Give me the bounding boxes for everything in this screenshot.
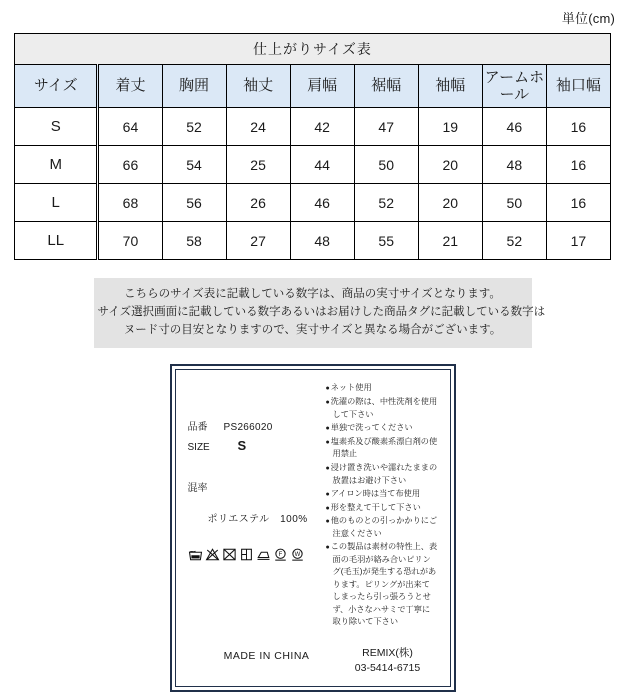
column-header-chest: 胸囲 [162,65,226,108]
column-header-sleeve-length: 袖丈 [226,65,290,108]
no-bleach-triangle-icon [205,547,220,562]
iron-low-icon [256,547,271,562]
unit-label: 単位(cm) [561,11,615,26]
size-note-box [94,278,546,348]
size-row [188,438,326,453]
note-line-3: ヌード寸の目安となりますので、実寸サイズと異なる場合がございます。 [123,323,502,336]
column-header-cuff-width: 袖口幅 [546,65,610,108]
cell-value: 20 [418,146,482,184]
table-title-row [15,34,611,65]
care-label [170,364,456,692]
table-row [15,108,611,146]
care-label-inner [175,369,451,687]
cell-value: 68 [98,184,162,222]
cell-value: 19 [418,108,482,146]
care-instruction-list [326,382,438,628]
care-symbol-row [188,547,326,562]
size-label: SIZE [187,442,210,454]
table-title: 仕上がりサイズ表 [15,34,611,65]
cell-value: 21 [418,222,482,260]
cell-size: S [15,108,98,146]
cell-value: 16 [546,108,610,146]
cell-value: 54 [162,146,226,184]
drip-dry-icon [239,547,254,562]
cell-value: 66 [98,146,162,184]
washtub-40-icon [188,547,203,562]
care-instruction-item: ● 洗濯の際は、中性洗剤を使用して下さい [326,396,438,421]
care-instruction-item: ● この製品は素材の特性上、表面の毛羽が絡み合いピリング(毛玉)が発生する恐れがあります。ピリングが出来てしまったら引っ張ろうとせず、小さなハサミで丁寧に取り除いて下さい [326,541,438,628]
cell-size: LL [15,222,98,260]
cell-value: 48 [290,222,354,260]
cell-value: 20 [418,184,482,222]
item-number-row [188,418,326,433]
cell-value: 47 [354,108,418,146]
company-info [342,646,434,676]
column-header-shoulder: 肩幅 [290,65,354,108]
care-instruction-item: ● アイロン時は当て布使用 [326,488,438,501]
column-header-armhole: アームホール [482,65,546,108]
column-header-size: サイズ [15,65,98,108]
svg-text:W: W [294,552,300,559]
table-row [15,146,611,184]
dryclean-f-icon [273,547,288,562]
table-body [15,108,611,260]
column-header-body-length: 着丈 [98,65,162,108]
cell-value: 56 [162,184,226,222]
item-number-label: 品番 [187,422,208,434]
care-instruction-item: ● 単独で洗ってください [326,422,438,435]
cell-value: 27 [226,222,290,260]
column-header-sleeve-width: 袖幅 [418,65,482,108]
cell-value: 52 [354,184,418,222]
composition-value: ポリエステル 100% [207,514,308,526]
note-line-2: サイズ選択画面に記載している数字あるいはお届けした商品タグに記載している数字は [97,305,546,318]
cell-value: 17 [546,222,610,260]
cell-value: 16 [546,146,610,184]
item-number-value: PS266020 [223,422,273,434]
cell-value: 24 [226,108,290,146]
care-label-footer [188,646,438,676]
cell-value: 50 [354,146,418,184]
size-table-container [14,33,611,260]
care-instruction-item: ● 浸け置き洗いや濡れたままの放置はお避け下さい [326,462,438,487]
care-instruction-item: ● 塩素系及び酸素系漂白剤の使用禁止 [326,436,438,461]
cell-value: 44 [290,146,354,184]
cell-value: 26 [226,184,290,222]
care-label-columns [188,380,438,629]
note-line-1: こちらのサイズ表に記載している数字は、商品の実寸サイズとなります。 [124,288,501,300]
care-instruction-item: ● 他のものとの引っかかりにご注意ください [326,515,438,540]
care-instruction-item: ● ネット使用 [326,382,438,395]
cell-value: 70 [98,222,162,260]
no-tumble-dry-icon [222,547,237,562]
cell-value: 42 [290,108,354,146]
cell-size: M [15,146,98,184]
cell-value: 48 [482,146,546,184]
cell-value: 58 [162,222,226,260]
finished-size-table [14,33,611,260]
cell-value: 64 [98,108,162,146]
cell-value: 50 [482,184,546,222]
table-row [15,222,611,260]
cell-value: 55 [354,222,418,260]
cell-value: 25 [226,146,290,184]
cell-value: 52 [482,222,546,260]
size-value: S [237,438,247,454]
cell-value: 46 [290,184,354,222]
company-phone: 03-5414-6715 [354,661,421,674]
cell-size: L [15,184,98,222]
cell-value: 16 [546,184,610,222]
dryclean-w-icon [290,547,305,562]
composition-label: 混率 [187,483,208,495]
company-name: REMIX(株) [362,646,413,659]
column-header-hem-width: 裾幅 [354,65,418,108]
care-label-left-column [188,380,326,562]
care-label-right-column [326,380,438,629]
table-header-row [15,65,611,108]
made-in-text: MADE IN CHINA [223,649,310,662]
table-row [15,184,611,222]
care-instruction-item: ● 形を整えて干して下さい [326,502,438,515]
svg-text:F: F [278,552,282,559]
cell-value: 46 [482,108,546,146]
cell-value: 52 [162,108,226,146]
